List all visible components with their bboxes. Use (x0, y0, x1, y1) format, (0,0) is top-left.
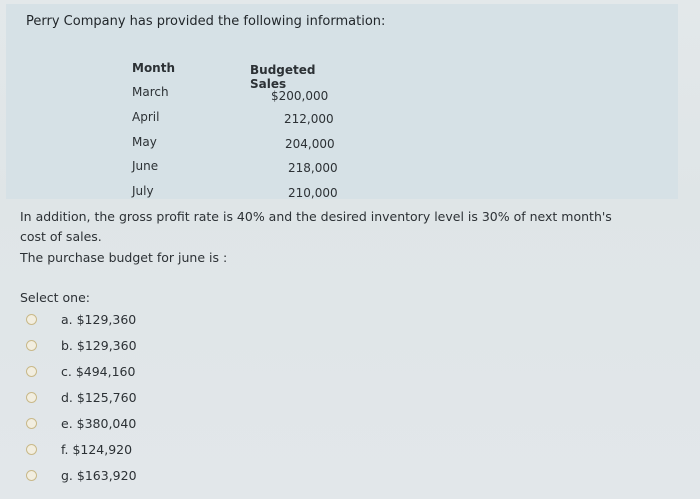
table-row-month: April (132, 110, 160, 124)
question-body (20, 207, 660, 247)
question-body-line: In addition, the gross profit rate is 40% and the desired inventory level is 30% of next month's (20, 209, 612, 224)
question-panel (6, 4, 678, 199)
table-row-sales: 210,000 (288, 186, 338, 200)
month-column-header: Month (132, 61, 176, 75)
answer-option-label: f. $124,920 (61, 441, 133, 457)
radio-button[interactable] (26, 444, 37, 455)
table-row-sales: 212,000 (284, 112, 334, 126)
question-header: Perry Company has provided the following information: (26, 14, 386, 29)
table-row-month: June (132, 159, 159, 173)
question-body-line: cost of sales. (20, 229, 102, 244)
table-row-sales: $200,000 (271, 89, 329, 103)
table-row-month: May (132, 135, 157, 149)
radio-button[interactable] (26, 392, 37, 403)
radio-button[interactable] (26, 340, 37, 351)
radio-button[interactable] (26, 366, 37, 377)
radio-button[interactable] (26, 418, 37, 429)
answer-option-c[interactable] (26, 361, 135, 381)
answer-option-label: b. $129,360 (61, 337, 137, 353)
answer-option-e[interactable] (26, 413, 136, 433)
sales-column-header: Budgeted Sales (250, 63, 316, 91)
answer-option-a[interactable] (26, 309, 136, 329)
radio-button[interactable] (26, 470, 37, 481)
answer-option-b[interactable] (26, 335, 137, 355)
question-prompt: The purchase budget for june is : (20, 250, 228, 265)
radio-button[interactable] (26, 314, 37, 325)
table-row-month: July (132, 184, 154, 198)
select-one-label: Select one: (20, 290, 91, 305)
answer-option-d[interactable] (26, 387, 137, 407)
answer-option-label: d. $125,760 (61, 389, 137, 405)
table-row-sales: 218,000 (288, 161, 338, 175)
table-row-month: March (132, 85, 169, 99)
answer-option-label: g. $163,920 (61, 467, 137, 483)
answer-option-label: e. $380,040 (61, 415, 137, 431)
answer-option-label: c. $494,160 (61, 363, 136, 379)
answer-option-g[interactable] (26, 465, 137, 485)
answer-option-f[interactable] (26, 439, 132, 459)
table-row-sales: 204,000 (285, 137, 335, 151)
answer-option-label: a. $129,360 (61, 311, 137, 327)
